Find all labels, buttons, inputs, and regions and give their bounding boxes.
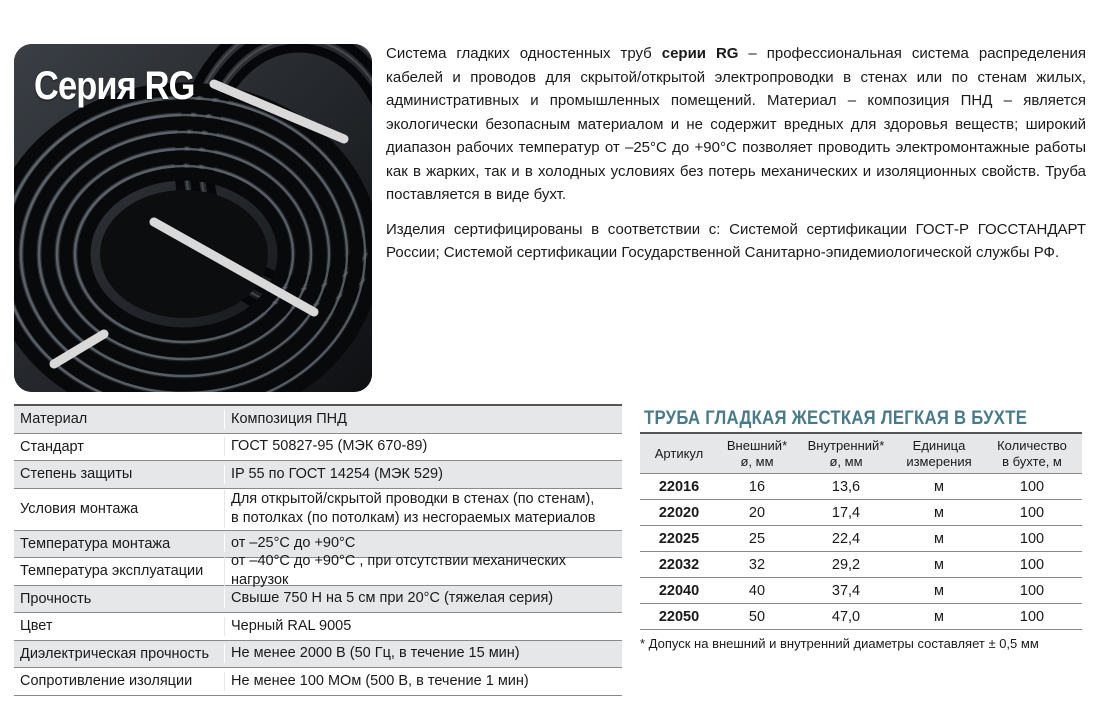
cell-unit: м	[934, 504, 944, 521]
cell-quantity: 100	[1019, 478, 1045, 495]
pipe-table	[640, 432, 1082, 630]
spec-row	[14, 613, 622, 641]
cell-quantity: 100	[1019, 582, 1045, 599]
header-line: ø, мм	[740, 453, 774, 469]
spec-row	[14, 489, 622, 531]
cell-article: 22020	[658, 504, 700, 521]
table-row	[640, 604, 1082, 630]
spec-label: Стандарт	[20, 438, 84, 455]
description-body: – профессиональная система распределения кабелей и проводов для скрытой/открытой электропроводки в стенах или по стенам жилых, административных и промышленных помещений. Материал – композиция ПНД – является экологически безопасным материалом и не содержит вредных для здоровья веществ; широкий диапазон рабочих температур от –25°C до +90°C позволяет проводить электромонтажные работы как в жарких, так и в холодных условиях без потерь механических и изоляционных свойств. Труба поставляется в виде бухт.	[386, 45, 1086, 203]
spec-label: Температура эксплуатации	[20, 563, 204, 580]
spec-value: Не менее 2000 В (50 Гц, в течение 15 мин)	[224, 644, 622, 663]
tolerance-note: * Допуск на внешний и внутренний диаметры составляет ± 0,5 мм	[640, 636, 1039, 651]
cell-outer: 20	[748, 504, 766, 521]
table-row	[640, 578, 1082, 604]
table-row	[640, 526, 1082, 552]
cell-outer: 50	[748, 608, 766, 625]
spec-row	[14, 434, 622, 462]
spec-label: Прочность	[20, 590, 92, 607]
header-unit	[896, 438, 982, 470]
spec-value: ГОСТ 50827-95 (МЭК 670-89)	[224, 437, 622, 456]
spec-row	[14, 641, 622, 669]
description-paragraph-1	[386, 42, 1086, 207]
header-inner-diameter	[796, 438, 896, 470]
series-title: Серия RG	[34, 64, 195, 108]
spec-row	[14, 553, 622, 589]
spec-label: Диэлектрическая прочность	[20, 645, 210, 662]
cell-outer: 25	[748, 530, 766, 547]
spec-value-line: в потолках (по потолкам) из несгораемых материалов	[231, 510, 596, 526]
product-photo	[14, 44, 372, 392]
cell-article: 22040	[658, 582, 700, 599]
spec-row	[14, 586, 622, 614]
header-line: Внешний*	[726, 437, 788, 453]
description-intro: Система гладких одностенных труб	[386, 45, 662, 62]
cell-outer: 16	[748, 478, 766, 495]
cell-unit: м	[934, 478, 944, 495]
cell-quantity: 100	[1019, 530, 1045, 547]
header-line: Количество	[997, 437, 1067, 453]
spec-label: Сопротивление изоляции	[20, 673, 193, 690]
cell-unit: м	[934, 556, 944, 573]
spec-value-line: Для открытой/скрытой проводки в стенах (по стенам),	[231, 491, 595, 507]
cell-quantity: 100	[1019, 608, 1045, 625]
spec-label: Материал	[20, 411, 88, 428]
table-row	[640, 500, 1082, 526]
cell-outer: 40	[748, 582, 766, 599]
cell-quantity: 100	[1019, 504, 1045, 521]
header-outer-diameter	[718, 438, 796, 470]
cell-unit: м	[934, 582, 944, 599]
description-paragraph-2: Изделия сертифицированы в соответствии с: Системой сертификации ГОСТ-Р ГОССТАНДАРТ России; Системой сертификации Государственной Санитарно-эпидемиологической службы РФ.	[386, 220, 1086, 261]
cell-unit: м	[934, 608, 944, 625]
spec-value: Не менее 100 МОм (500 В, в течение 1 мин)	[224, 672, 622, 691]
spec-value: Композиция ПНД	[224, 410, 622, 429]
spec-value	[224, 490, 622, 528]
spec-row	[14, 406, 622, 434]
cell-article: 22050	[658, 608, 700, 625]
spec-value: от –25°C до +90°C	[224, 534, 622, 553]
pipe-table-header	[640, 434, 1082, 474]
spec-row	[14, 668, 622, 696]
table-row	[640, 474, 1082, 500]
cell-quantity: 100	[1019, 556, 1045, 573]
product-description	[386, 42, 1086, 276]
header-line: ø, мм	[829, 453, 863, 469]
cell-inner: 47,0	[831, 608, 861, 625]
header-line: Артикул	[654, 445, 704, 461]
spec-row	[14, 461, 622, 489]
specification-table	[14, 404, 622, 696]
header-article	[640, 446, 718, 462]
series-name-bold: серии RG	[661, 45, 739, 62]
cell-inner: 17,4	[831, 504, 861, 521]
cell-outer: 32	[748, 556, 766, 573]
header-line: Единица	[912, 437, 966, 453]
header-line: в бухте, м	[1002, 453, 1062, 469]
cell-inner: 22,4	[831, 530, 861, 547]
spec-label: Степень защиты	[20, 466, 133, 483]
header-line: Внутренний*	[807, 437, 885, 453]
spec-label: Температура монтажа	[20, 535, 171, 552]
cell-unit: м	[934, 530, 944, 547]
spec-value: Черный RAL 9005	[224, 617, 622, 636]
pipe-table-title: ТРУБА ГЛАДКАЯ ЖЕСТКАЯ ЛЕГКАЯ В БУХТЕ	[644, 408, 1028, 429]
cell-inner: 13,6	[831, 478, 861, 495]
header-quantity	[982, 438, 1082, 470]
spec-value: IP 55 по ГОСТ 14254 (МЭК 529)	[224, 465, 622, 484]
header-line: измерения	[906, 453, 972, 469]
cell-inner: 37,4	[831, 582, 861, 599]
spec-label: Цвет	[20, 618, 53, 635]
spec-label: Условия монтажа	[20, 501, 139, 517]
cell-article: 22032	[658, 556, 700, 573]
spec-value: Свыше 750 Н на 5 см при 20°C (тяжелая серия)	[224, 589, 622, 608]
table-row	[640, 552, 1082, 578]
spec-value: от –40°C до +90°C , при отсутствии механических нагрузок	[224, 552, 622, 590]
cell-inner: 29,2	[831, 556, 861, 573]
cell-article: 22016	[658, 478, 700, 495]
cell-article: 22025	[658, 530, 700, 547]
